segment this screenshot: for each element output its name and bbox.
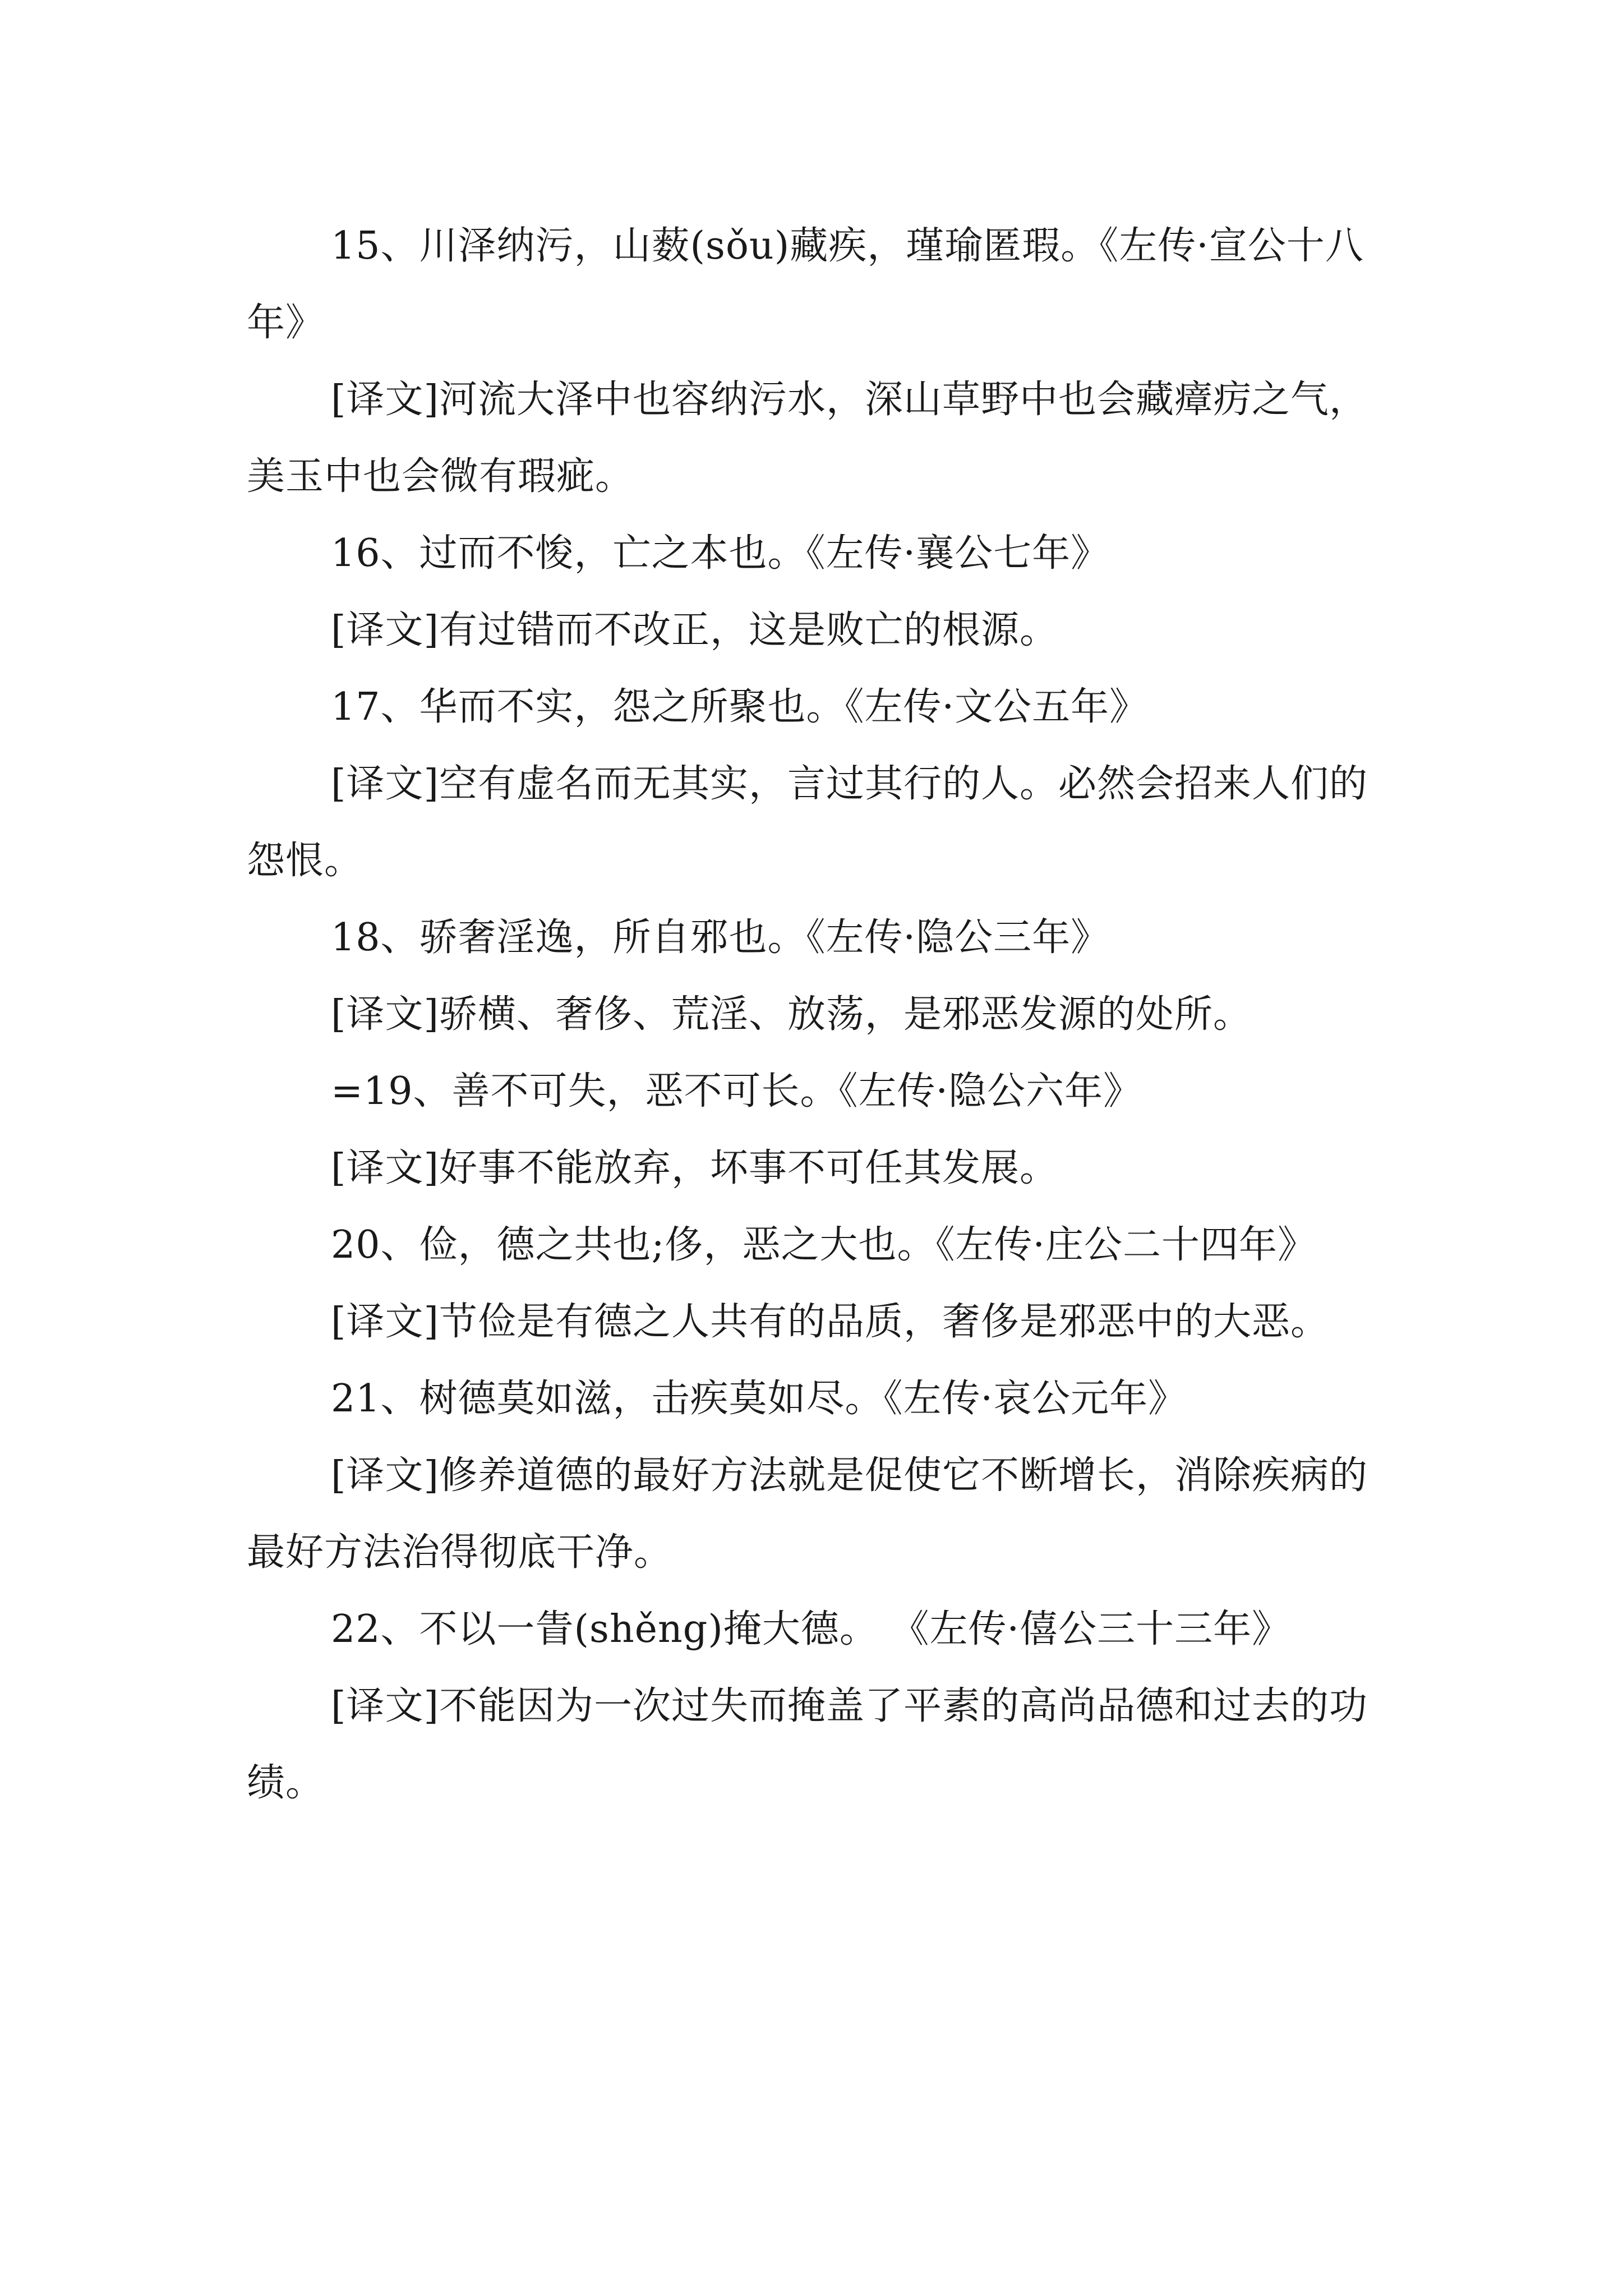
quote-17: 17、华而不实，怨之所聚也。《左传·文公五年》	[331, 685, 1149, 729]
translation-15: [译文]河流大泽中也容纳污水，深山草野中也会藏瘴疠之气，美玉中也会微有瑕疵。	[247, 378, 1368, 499]
quote-15: 15、川泽纳污，山薮(sǒu)藏疾，瑾瑜匿瑕。《左传·宣公十八年》	[247, 224, 1364, 345]
translation-16: [译文]有过错而不改正，这是败亡的根源。	[331, 608, 1059, 652]
quote-22: 22、不以一眚(shěng)掩大德。 《左传·僖公三十三年》	[331, 1607, 1291, 1651]
translation-20: [译文]节俭是有德之人共有的品质，奢侈是邪恶中的大恶。	[331, 1300, 1330, 1344]
quote-21: 21、树德莫如滋，击疾莫如尽。《左传·哀公元年》	[331, 1377, 1187, 1421]
translation-19: [译文]好事不能放弃，坏事不可任其发展。	[331, 1146, 1059, 1190]
translation-18: [译文]骄横、奢侈、荒淫、放荡，是邪恶发源的处所。	[331, 992, 1252, 1037]
document-body	[247, 208, 1391, 1821]
quote-16: 16、过而不悛，亡之本也。《左传·襄公七年》	[331, 531, 1110, 576]
translation-22: [译文]不能因为一次过失而掩盖了平素的高尚品德和过去的功绩。	[247, 1684, 1368, 1805]
translation-17: [译文]空有虚名而无其实，言过其行的人。必然会招来人们的怨恨。	[247, 762, 1368, 883]
translation-21: [译文]修养道德的最好方法就是促使它不断增长，消除疾病的最好方法治得彻底干净。	[247, 1453, 1368, 1575]
quote-20: 20、俭，德之共也;侈，恶之大也。《左传·庄公二十四年》	[331, 1223, 1317, 1267]
quote-18: 18、骄奢淫逸，所自邪也。《左传·隐公三年》	[331, 915, 1110, 960]
quote-19: =19、善不可失，恶不可长。《左传·隐公六年》	[331, 1069, 1142, 1114]
